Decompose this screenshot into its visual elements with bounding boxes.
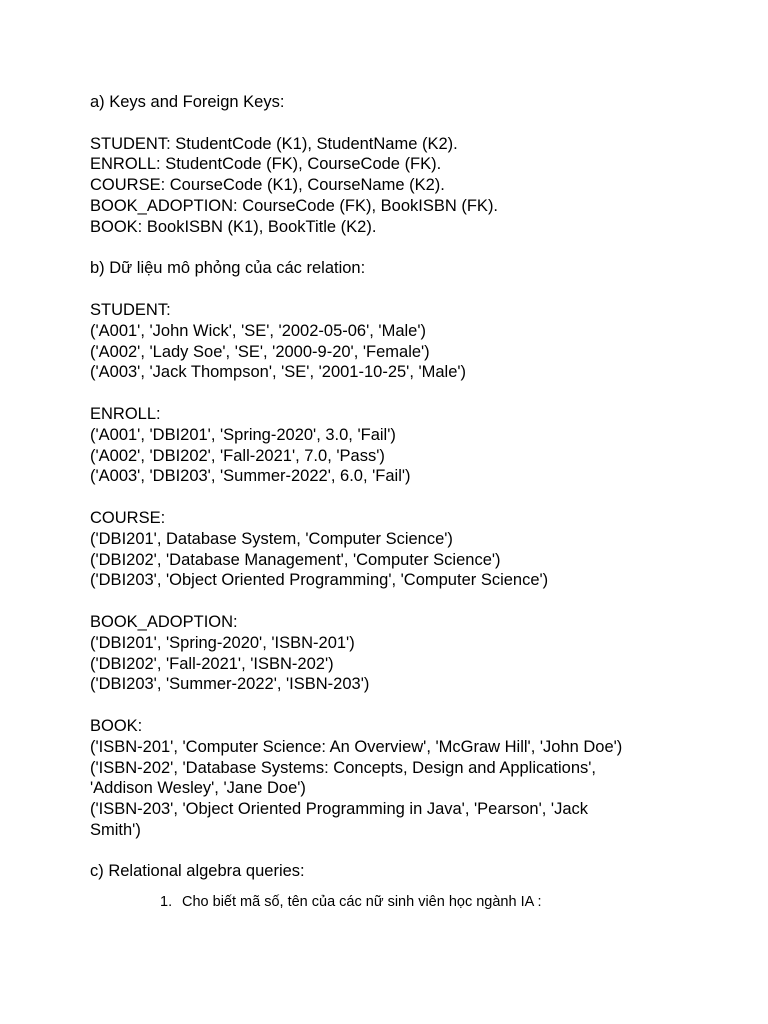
- section-c-heading: c) Relational algebra queries:: [90, 862, 305, 881]
- spacer: [90, 113, 750, 134]
- book-adoption-row: ('DBI202', 'Fall-2021', 'ISBN-202'): [90, 654, 334, 673]
- book-row: ('ISBN-202', 'Database Systems: Concepts, Design and Applications',: [90, 758, 597, 777]
- book-row-continued: Smith'): [90, 820, 141, 839]
- course-row: ('DBI201', Database System, 'Computer Science'): [90, 529, 453, 548]
- enroll-row: ('A002', 'DBI202', 'Fall-2021', 7.0, 'Pass'): [90, 446, 385, 465]
- course-row: ('DBI202', 'Database Management', 'Computer Science'): [90, 550, 501, 569]
- book-title: BOOK:: [90, 716, 143, 735]
- spacer: [90, 238, 750, 259]
- key-line-book-adoption: BOOK_ADOPTION: CourseCode (FK), BookISBN (FK).: [90, 196, 499, 215]
- key-line-book: BOOK: BookISBN (K1), BookTitle (K2).: [90, 217, 377, 236]
- query-list: [90, 892, 750, 912]
- enroll-row: ('A001', 'DBI201', 'Spring-2020', 3.0, 'Fail'): [90, 425, 396, 444]
- book-row-continued: 'Addison Wesley', 'Jane Doe'): [90, 779, 306, 798]
- book-row: ('ISBN-203', 'Object Oriented Programming in Java', 'Pearson', 'Jack: [90, 800, 589, 819]
- student-row: ('A001', 'John Wick', 'SE', '2002-05-06', 'Male'): [90, 321, 426, 340]
- spacer: [90, 591, 750, 612]
- document-page: [90, 92, 750, 912]
- key-line-enroll: ENROLL: StudentCode (FK), CourseCode (FK).: [90, 155, 442, 174]
- course-row: ('DBI203', 'Object Oriented Programming', 'Computer Science'): [90, 571, 549, 590]
- enroll-title: ENROLL:: [90, 404, 161, 423]
- course-title: COURSE:: [90, 508, 166, 527]
- book-adoption-row: ('DBI201', 'Spring-2020', 'ISBN-201'): [90, 633, 355, 652]
- list-item-text: Cho biết mã số, tên của các nữ sinh viên học ngành IA :: [182, 894, 542, 911]
- spacer: [90, 279, 750, 300]
- spacer: [90, 383, 750, 404]
- spacer: [90, 695, 750, 716]
- section-b-heading: b) Dữ liệu mô phỏng của các relation:: [90, 259, 366, 278]
- book-adoption-row: ('DBI203', 'Summer-2022', 'ISBN-203'): [90, 675, 370, 694]
- list-item-number: 1.: [160, 894, 173, 911]
- book-row: ('ISBN-201', 'Computer Science: An Overview', 'McGraw Hill', 'John Doe'): [90, 737, 623, 756]
- section-a-heading: a) Keys and Foreign Keys:: [90, 93, 285, 111]
- student-title: STUDENT:: [90, 300, 171, 319]
- key-line-student: STUDENT: StudentCode (K1), StudentName (K2).: [90, 134, 458, 153]
- spacer: [90, 841, 750, 862]
- spacer: [90, 487, 750, 508]
- list-item: [160, 892, 750, 912]
- student-row: ('A003', 'Jack Thompson', 'SE', '2001-10-25', 'Male'): [90, 363, 467, 382]
- student-row: ('A002', 'Lady Soe', 'SE', '2000-9-20', 'Female'): [90, 342, 430, 361]
- book-adoption-title: BOOK_ADOPTION:: [90, 612, 238, 631]
- key-line-course: COURSE: CourseCode (K1), CourseName (K2).: [90, 176, 445, 195]
- enroll-row: ('A003', 'DBI203', 'Summer-2022', 6.0, 'Fail'): [90, 467, 411, 486]
